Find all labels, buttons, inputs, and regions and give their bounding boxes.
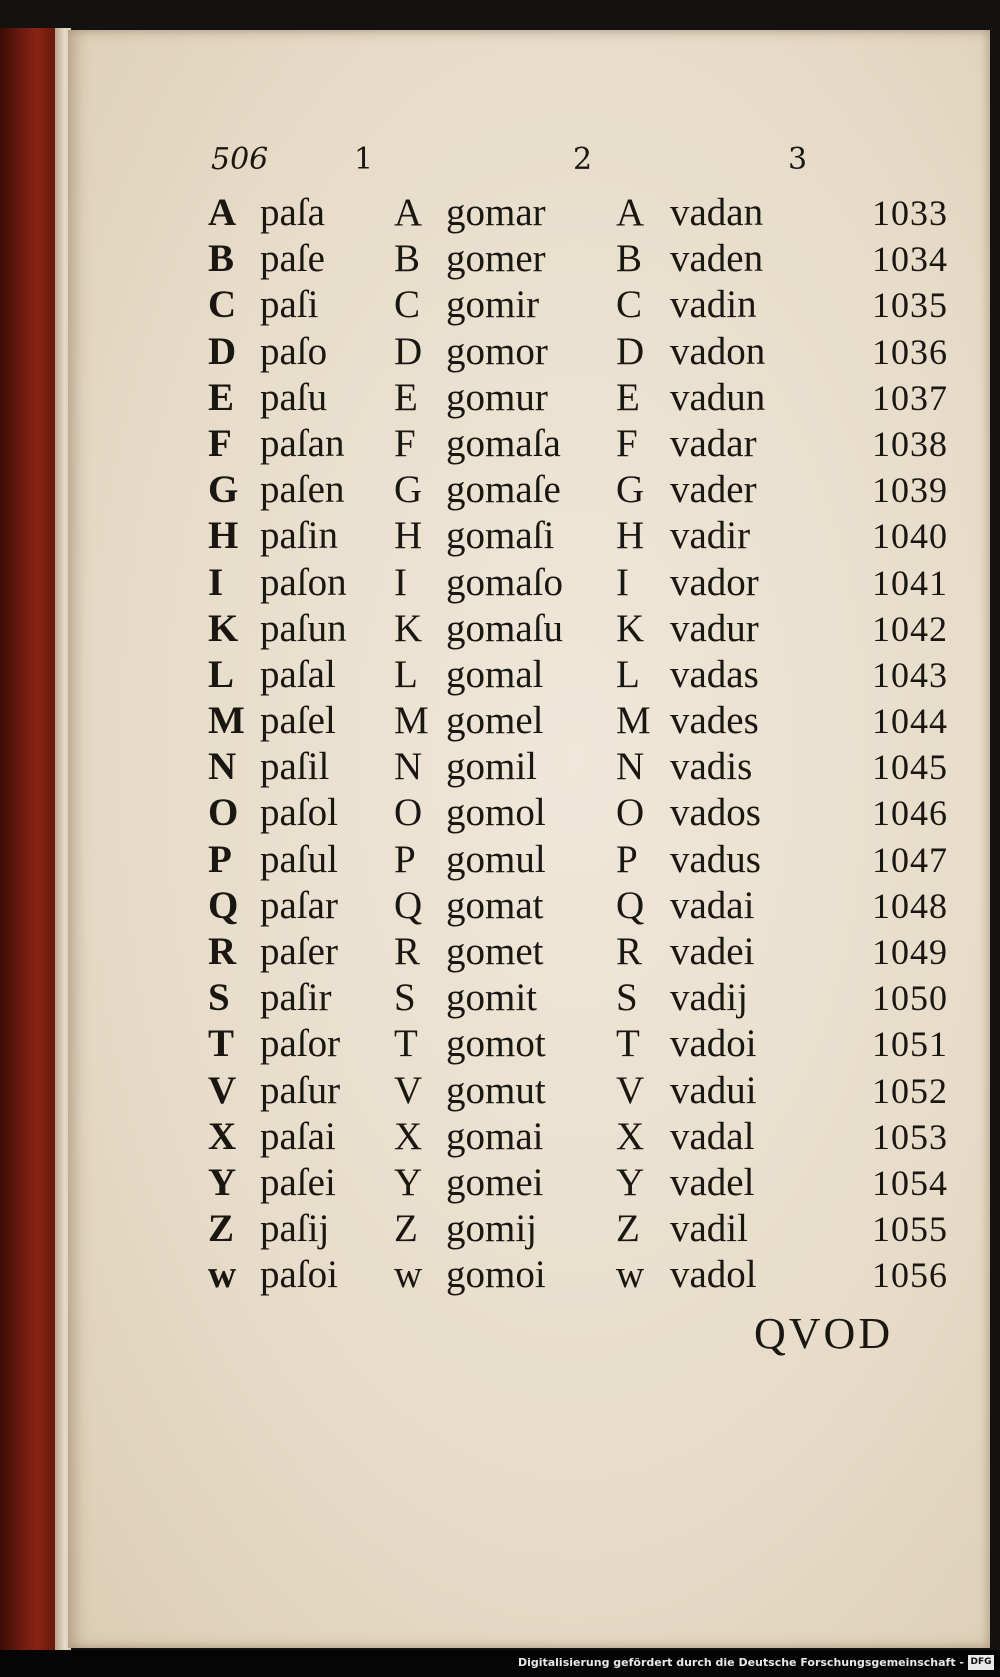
word-col3: vadil — [670, 1207, 748, 1251]
row-number: 1045 — [872, 747, 948, 788]
word-col3: vades — [670, 699, 759, 743]
letter-col1: R — [208, 930, 237, 973]
letter-col3: A — [616, 191, 645, 234]
row-number: 1051 — [872, 1024, 948, 1065]
word-col1: paſij — [260, 1207, 330, 1251]
letter-col1: X — [208, 1114, 237, 1158]
word-col1: paſel — [260, 699, 336, 743]
word-col3: vadal — [670, 1114, 755, 1158]
catchword: QVOD — [754, 1309, 894, 1358]
letter-col2: D — [394, 329, 423, 373]
letter-col1: O — [208, 791, 239, 835]
word-col1: paſoi — [260, 1253, 338, 1297]
table-row — [68, 1114, 990, 1160]
word-col2: gomaſe — [446, 468, 561, 512]
table-row — [68, 282, 990, 328]
word-col2: gomat — [446, 883, 544, 927]
word-col2: gomir — [446, 283, 540, 327]
table-row — [68, 929, 990, 975]
page-number: 506 — [211, 142, 269, 177]
letter-col2: Q — [394, 883, 423, 927]
letter-col1: B — [208, 237, 235, 281]
letter-col2: K — [394, 606, 423, 650]
row-number: 1050 — [872, 978, 948, 1019]
word-col1: paſi — [260, 283, 319, 327]
letter-col3: E — [616, 375, 640, 419]
table-row — [68, 606, 990, 652]
letter-col2: N — [394, 745, 423, 789]
letter-col2: S — [394, 976, 416, 1020]
word-col2: gomil — [446, 745, 538, 789]
word-col3: vadin — [670, 283, 757, 327]
letter-col1: M — [208, 699, 245, 743]
letter-col3: S — [616, 976, 638, 1020]
row-number: 1034 — [872, 239, 948, 280]
word-col1: paſu — [260, 375, 328, 419]
word-col3: vadun — [670, 375, 766, 419]
word-col3: vadij — [670, 976, 748, 1020]
row-number: 1047 — [872, 839, 948, 880]
word-col1: paſur — [260, 1068, 341, 1112]
row-number: 1042 — [872, 608, 948, 649]
letter-col3: Y — [616, 1160, 645, 1204]
letter-col2: Z — [394, 1207, 418, 1251]
letter-col2: B — [394, 237, 421, 281]
word-col2: gomaſa — [446, 421, 561, 465]
word-col3: vadan — [670, 191, 764, 234]
table-row — [68, 236, 990, 282]
word-col2: gomut — [446, 1068, 546, 1112]
word-col3: vados — [670, 791, 761, 835]
letter-col3: F — [616, 421, 638, 465]
letter-col3: R — [616, 930, 643, 973]
table-row — [68, 744, 990, 790]
word-col2: gomoi — [446, 1253, 546, 1297]
table-row — [68, 190, 990, 236]
letter-col1: E — [208, 375, 235, 419]
word-col3: vadol — [670, 1253, 757, 1297]
letter-col3: X — [616, 1114, 645, 1158]
letter-col3: M — [616, 699, 651, 743]
word-col3: vadur — [670, 606, 759, 650]
row-number: 1037 — [872, 377, 948, 418]
word-col2: gomol — [446, 791, 546, 835]
table-row — [68, 560, 990, 606]
row-number: 1039 — [872, 470, 948, 511]
word-col3: vadas — [670, 652, 759, 696]
word-col3: vadis — [670, 745, 753, 789]
word-col1: paſor — [260, 1022, 341, 1066]
table-row — [68, 698, 990, 744]
word-col2: gomai — [446, 1114, 544, 1158]
word-col1: paſir — [260, 976, 332, 1020]
word-col3: vadai — [670, 883, 755, 927]
table-row — [68, 1252, 990, 1298]
letter-col1: Q — [208, 883, 239, 927]
letter-col3: Z — [616, 1207, 640, 1251]
letter-col2: L — [394, 652, 418, 696]
letter-col2: w — [394, 1253, 423, 1297]
row-number: 1043 — [872, 654, 948, 695]
letter-col3: L — [616, 652, 640, 696]
word-col2: gomij — [446, 1207, 538, 1251]
letter-col2: R — [394, 930, 421, 973]
row-number: 1035 — [872, 285, 948, 326]
table-row — [68, 1160, 990, 1206]
word-col2: gomaſo — [446, 560, 563, 604]
letter-col2: I — [394, 560, 407, 604]
dfg-logo: DFG — [968, 1655, 994, 1670]
letter-col2: P — [394, 837, 416, 881]
word-col3: vader — [670, 468, 757, 512]
letter-col2: X — [394, 1114, 423, 1158]
row-number: 1033 — [872, 193, 948, 233]
table-row — [68, 790, 990, 836]
letter-col3: B — [616, 237, 643, 281]
letter-col1: T — [208, 1022, 235, 1066]
word-col3: vadon — [670, 329, 766, 373]
row-number: 1054 — [872, 1162, 948, 1203]
letter-col1: A — [208, 191, 237, 234]
letter-col2: T — [394, 1022, 418, 1066]
row-number: 1048 — [872, 885, 948, 926]
letter-col3: C — [616, 283, 643, 327]
letter-col1: I — [208, 560, 224, 604]
page-header — [68, 142, 990, 186]
letter-col2: O — [394, 791, 423, 835]
letter-col1: K — [208, 606, 239, 650]
letter-col1: V — [208, 1068, 237, 1112]
word-col1: paſei — [260, 1160, 336, 1204]
letter-col2: Y — [394, 1160, 423, 1204]
table-row — [68, 1068, 990, 1114]
letter-col1: C — [208, 283, 237, 327]
column-1-heading: 1 — [354, 142, 374, 177]
table-row — [68, 1021, 990, 1067]
word-col3: vadus — [670, 837, 761, 881]
word-col2: gomor — [446, 329, 548, 373]
column-2-heading: 2 — [573, 142, 593, 177]
letter-col1: S — [208, 976, 230, 1020]
row-number: 1053 — [872, 1116, 948, 1157]
letter-col3: P — [616, 837, 638, 881]
table-row — [68, 883, 990, 929]
letter-col3: N — [616, 745, 645, 789]
letter-col2: H — [394, 514, 423, 558]
letter-col2: C — [394, 283, 421, 327]
row-number: 1040 — [872, 516, 948, 557]
word-col2: gomaſu — [446, 606, 563, 650]
row-number: 1049 — [872, 932, 948, 972]
letter-col1: Z — [208, 1207, 235, 1251]
word-col2: gomur — [446, 375, 548, 419]
letter-col2: M — [394, 699, 429, 743]
word-col2: gomel — [446, 699, 544, 743]
table-row — [68, 513, 990, 559]
word-col1: paſer — [260, 930, 338, 973]
row-number: 1041 — [872, 562, 948, 603]
word-col1: paſan — [260, 421, 345, 465]
footer-credit: Digitalisierung gefördert durch die Deutsche Forschungsgemeinschaft - — [517, 1656, 964, 1669]
row-number: 1036 — [872, 331, 948, 372]
letter-col1: P — [208, 837, 232, 881]
letter-col2: E — [394, 375, 418, 419]
word-col1: paſa — [260, 191, 325, 234]
letter-col2: V — [394, 1068, 423, 1112]
word-col1: paſe — [260, 237, 325, 281]
word-col3: vadui — [670, 1068, 757, 1112]
letter-col3: G — [616, 468, 645, 512]
table-row — [68, 837, 990, 883]
word-col1: paſil — [260, 745, 330, 789]
row-number: 1046 — [872, 793, 948, 834]
table-row — [68, 375, 990, 421]
book-spine — [0, 28, 62, 1650]
word-col1: paſol — [260, 791, 338, 835]
word-col1: paſai — [260, 1114, 336, 1158]
book-page — [68, 30, 990, 1648]
word-col2: gomit — [446, 976, 538, 1020]
letter-col3: w — [616, 1253, 645, 1297]
word-col1: paſin — [260, 514, 338, 558]
table-row — [68, 975, 990, 1021]
word-col2: gomul — [446, 837, 546, 881]
row-number: 1055 — [872, 1209, 948, 1250]
table-row — [68, 652, 990, 698]
letter-col1: Y — [208, 1160, 237, 1204]
word-col1: paſar — [260, 883, 338, 927]
word-col3: vadel — [670, 1160, 755, 1204]
row-number: 1052 — [872, 1070, 948, 1111]
row-number: 1038 — [872, 423, 948, 464]
word-col2: gomar — [446, 191, 546, 234]
letter-col3: I — [616, 560, 629, 604]
table-row — [68, 329, 990, 375]
cipher-table — [68, 190, 990, 1299]
row-number: 1056 — [872, 1255, 948, 1296]
table-row — [68, 421, 990, 467]
letter-col2: A — [394, 191, 423, 234]
word-col2: gomer — [446, 237, 546, 281]
word-col3: vadei — [670, 930, 755, 973]
letter-col1: G — [208, 468, 239, 512]
letter-col3: H — [616, 514, 645, 558]
letter-col3: T — [616, 1022, 640, 1066]
letter-col1: w — [208, 1253, 237, 1297]
letter-col3: Q — [616, 883, 645, 927]
letter-col1: D — [208, 329, 237, 373]
letter-col1: H — [208, 514, 239, 558]
letter-col3: V — [616, 1068, 645, 1112]
letter-col1: F — [208, 421, 232, 465]
word-col3: vadar — [670, 421, 757, 465]
letter-col3: O — [616, 791, 645, 835]
word-col2: gomaſi — [446, 514, 555, 558]
letter-col3: D — [616, 329, 645, 373]
word-col1: paſon — [260, 560, 347, 604]
word-col2: gomei — [446, 1160, 544, 1204]
letter-col3: K — [616, 606, 645, 650]
word-col1: paſal — [260, 652, 336, 696]
word-col1: paſo — [260, 329, 328, 373]
word-col2: gomot — [446, 1022, 546, 1066]
column-3-heading: 3 — [788, 142, 808, 177]
letter-col1: L — [208, 652, 235, 696]
row-number: 1044 — [872, 701, 948, 742]
digitization-footer — [0, 1650, 1000, 1677]
word-col1: paſun — [260, 606, 347, 650]
table-row — [68, 1206, 990, 1252]
word-col3: vaden — [670, 237, 764, 281]
word-col3: vadir — [670, 514, 751, 558]
word-col2: gomal — [446, 652, 544, 696]
word-col1: paſul — [260, 837, 338, 881]
word-col3: vadoi — [670, 1022, 757, 1066]
letter-col1: N — [208, 745, 237, 789]
letter-col2: G — [394, 468, 423, 512]
word-col3: vador — [670, 560, 759, 604]
word-col2: gomet — [446, 930, 544, 973]
word-col1: paſen — [260, 468, 345, 512]
letter-col2: F — [394, 421, 416, 465]
table-row — [68, 467, 990, 513]
